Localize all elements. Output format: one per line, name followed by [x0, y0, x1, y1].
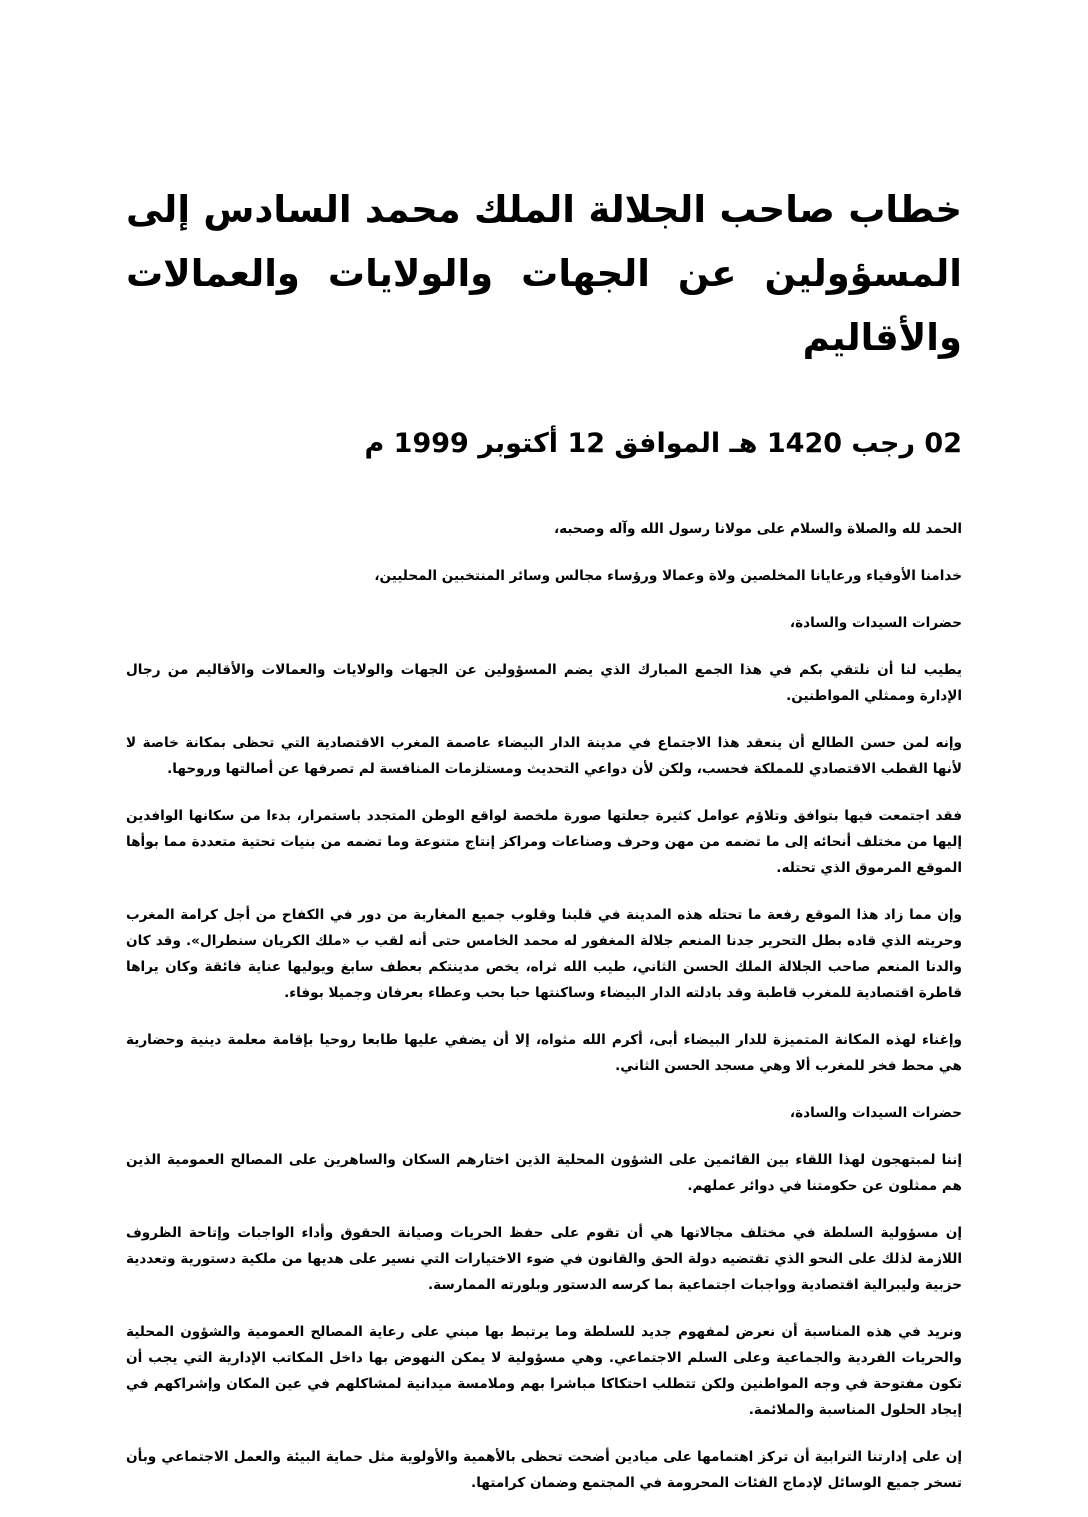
paragraph-new-concept-authority: ونريد في هذه المناسبة أن نعرض لمفهوم جديد للسلطة وما يرتبط بها مبني على رعاية المصالح العمومية والشؤون المحلية والحريات الفردية والجماعية وعلى السلم الاجتماعي. وهي مسؤولية لا يمكن النهوض بها داخل المكاتب الإدارية التي يجب أن تكون مفتوحة في وجه المواطنين ولكن تتطلب احتكاكا مباشرا بهم وملامسة ميدانية لمشاكلهم في عين المكان وإشراكهم في إيجاد الحلول المناسبة والملائمة. [126, 1324, 962, 1418]
paragraph-authority-responsibility: إن مسؤولية السلطة في مختلف مجالاتها هي أن تقوم على حفظ الحريات وصيانة الحقوق وأداء الواجبات وإتاحة الظروف اللازمة لذلك على النحو الذي تقتضيه دولة الحق والقانون في ضوء الاختيارات التي نسير على هديها من ملكية دستورية وتعددية حزبية وليبرالية اقتصادية وواجبات اجتماعية بما كرسه الدستور وبلورته الممارسة. [126, 1225, 962, 1293]
paragraph-territorial-administration: إن على إدارتنا الترابية أن تركز اهتمامها على ميادين أضحت تحظى بالأهمية والأولوية مثل حماية البيئة والعمل الاجتماعي وبأن تسخر جميع الوسائل لإدماج الفئات المحرومة في المجتمع وضمان كرامتها. [126, 1449, 962, 1491]
speech-title: خطاب صاحب الجلالة الملك محمد السادس إلى المسؤولين عن الجهات والولايات والعمالات والأقاليم [126, 188, 962, 359]
paragraph-hassan-mosque: وإغناء لهذه المكانة المتميزة للدار البيضاء أبى، أكرم الله مثواه، إلا أن يضفي عليها طابعا روحيا بإقامة معلمة دينية وحضارية هي محط فخر للمغرب ألا وهي مسجد الحسن الثاني. [126, 1032, 962, 1074]
paragraph-local-officials: إننا لمبتهجون لهذا اللقاء بين القائمين على الشؤون المحلية الذين اختارهم السكان والساهرين على المصالح العمومية الذين هم ممثلون عن حكومتنا في دوائر عملهم. [126, 1152, 962, 1194]
document-page [126, 178, 962, 1517]
paragraph-salutation-ladies-gentlemen: حضرات السيدات والسادة، [789, 615, 962, 631]
paragraph-casablanca-factors: فقد اجتمعت فيها بتوافق وتلاؤم عوامل كثيرة جعلتها صورة ملخصة لواقع الوطن المتجدد باستمرار، بدءا من سكانها الوافدين إليها من مختلف أنحائه إلى ما تضمه من مهن وحرف وصناعات ومراكز إنتاج متنوعة وما تضمه من بنيات تحتية متعددة مما بوأها الموقع المرموق الذي تحتله. [126, 808, 962, 876]
paragraph-casablanca-meeting: وإنه لمن حسن الطالع أن ينعقد هذا الاجتماع في مدينة الدار البيضاء عاصمة المغرب الاقتصادية التي تحظى بمكانة خاصة لا لأنها القطب الاقتصادي للمملكة فحسب، ولكن لأن دواعي التحديث ومستلزمات المنافسة لم تصرفها عن أصالتها وروحها. [126, 735, 962, 777]
speech-date: 02 رجب 1420 هـ الموافق 12 أكتوبر 1999 م [364, 428, 962, 459]
paragraph-opening-praise: الحمد لله والصلاة والسلام على مولانا رسول الله وآله وصحبه، [553, 521, 962, 537]
paragraph-salutation-ladies-gentlemen-2: حضرات السيدات والسادة، [789, 1105, 962, 1121]
paragraph-greeting: يطيب لنا أن نلتقي بكم في هذا الجمع المبارك الذي يضم المسؤولين عن الجهات والولايات والعمالات والأقاليم من رجال الإدارة وممثلي المواطنين. [126, 662, 962, 704]
paragraph-salutation-officials: خدامنا الأوفياء ورعايانا المخلصين ولاة وعمالا ورؤساء مجالس وسائر المنتخبين المحليين، [374, 568, 962, 584]
paragraph-casablanca-history: وإن مما زاد هذا الموقع رفعة ما تحتله هذه المدينة في قلبنا وقلوب جميع المغاربة من دور في الكفاح من أجل كرامة المغرب وحريته الذي قاده بطل التحرير جدنا المنعم جلالة المغفور له محمد الخامس حتى أنه لقب ب «ملك الكريان سنطرال». وقد كان والدنا المنعم صاحب الجلالة الملك الحسن الثاني، طيب الله ثراه، يخص مدينتكم بعطف سابغ ويوليها عناية فائقة وكان يراها قاطرة اقتصادية للمغرب قاطبة وقد بادلته الدار البيضاء وساكنتها حبا بحب وعطاء بعرفان وجميلا بوفاء. [126, 907, 962, 1001]
speech-body [126, 516, 962, 1496]
